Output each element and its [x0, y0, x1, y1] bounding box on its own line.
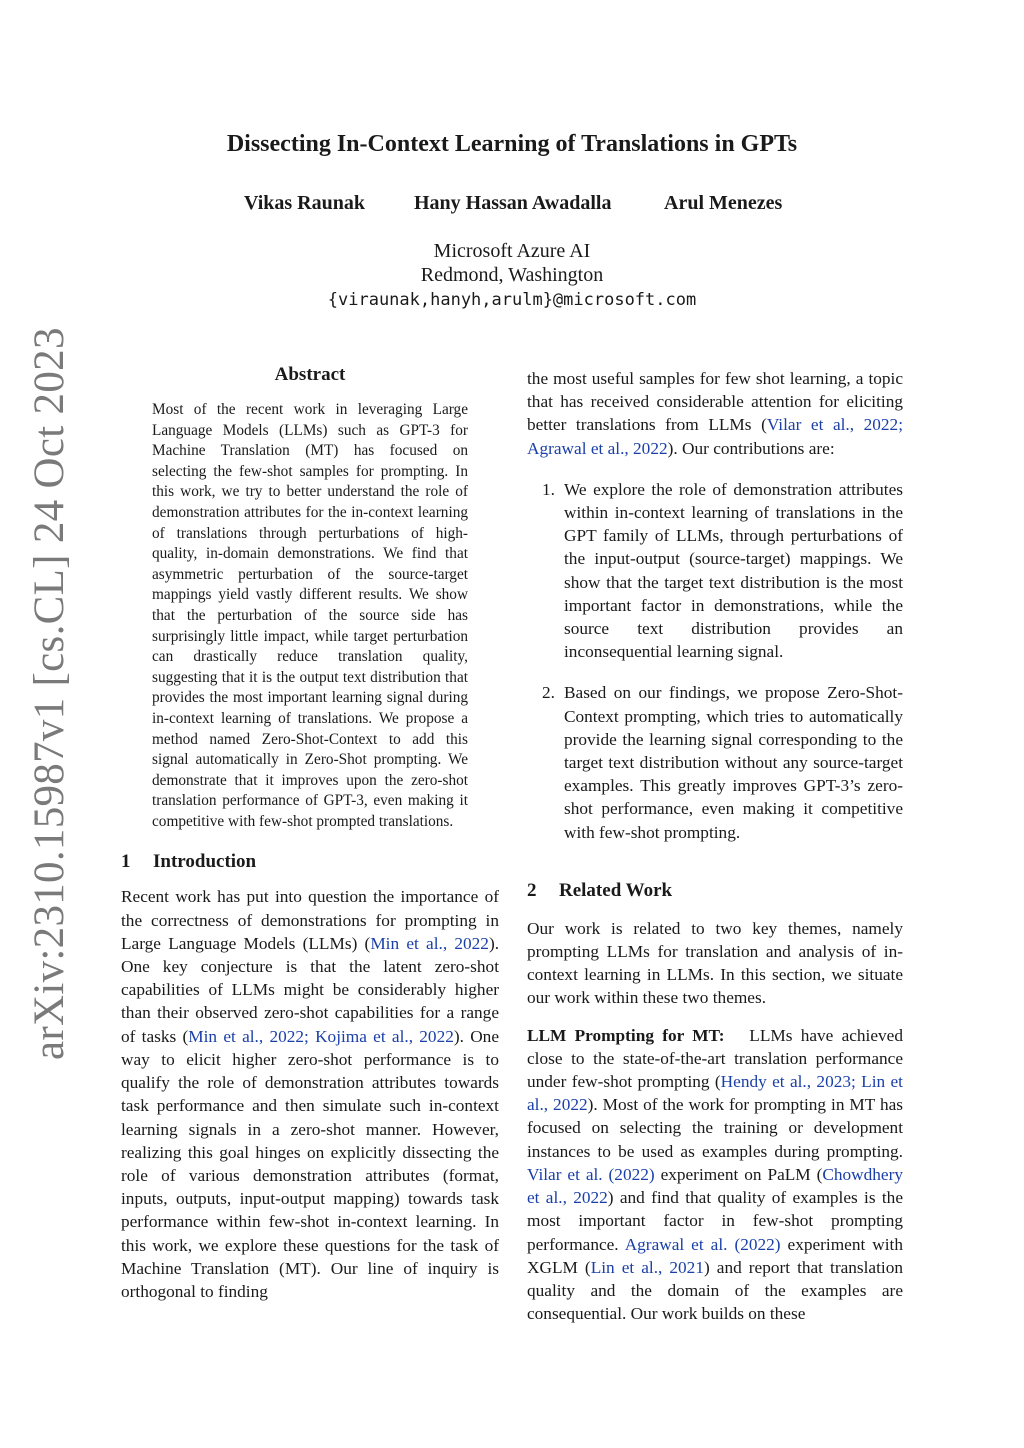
citation-link[interactable]: Min et al., 2022	[370, 933, 489, 953]
arxiv-identifier-stamp: arXiv:2310.15987v1 [cs.CL] 24 Oct 2023	[26, 327, 73, 1060]
section-title: Introduction	[153, 851, 257, 873]
text-run: ). Our contributions are:	[667, 438, 835, 458]
introduction-paragraph	[121, 885, 499, 1303]
citation-link[interactable]: Lin et al., 2021	[590, 1257, 704, 1277]
author-list	[0, 192, 1024, 222]
related-work-paragraph: Our work is related to two key themes, namely prompting LLMs for translation and analysis of in-context learning in LLMs. In this section, we situate our work within these two themes.	[527, 918, 903, 1008]
intro-continuation-paragraph	[527, 367, 903, 460]
contributions-list	[527, 478, 903, 844]
text-run: the most useful samples for few shot learning, a topic that has received considerable attention for eliciting better translations from LLMs (	[527, 369, 903, 435]
paper-title: Dissecting In-Context Learning of Translations in GPTs	[226, 131, 798, 157]
section-heading-related-work	[527, 880, 903, 902]
left-column	[121, 364, 499, 1303]
abstract-heading: Abstract	[274, 364, 346, 385]
citation-link[interactable]: Agrawal et al. (2022)	[624, 1234, 781, 1254]
section-number: 1	[121, 851, 131, 873]
llm-prompting-paragraph	[527, 1024, 903, 1326]
section-number: 2	[527, 879, 537, 901]
text-run: Recent work has put into question the importance of the correctness of demonstrations for prompting in Large Language Models (LLMs) (	[121, 887, 499, 953]
affiliation-location: Redmond, Washington	[420, 264, 604, 286]
text-run: LLMs have achieved close to the state-of-the-art translation performance under few-shot prompting (	[527, 1025, 903, 1092]
paragraph-heading: LLM Prompting for MT:	[527, 1025, 725, 1045]
abstract-text: Most of the recent work in leveraging Large Language Models (LLMs) such as GPT-3 for Machine Translation (MT) has focused on selecting the few-shot samples for prompting. In this work, we try to better understand the role of demonstration attributes for the in-context learning of translations through perturbations of high-quality, in-domain demonstrations. We find that asymmetric perturbation of the source-target mappings yield vastly different results. We show that the perturbation of the source side has surprisingly little impact, while target perturbation can drastically reduce translation quality, suggesting that it is the output text distribution that provides the most important learning signal during in-context learning of translations. We propose a method named Zero-Shot-Context to add this signal automatically in Zero-Shot prompting. We demonstrate that it improves upon the zero-shot translation performance of GPT-3, even making it competitive with few-shot prompted translations.	[152, 401, 468, 830]
text-run: ). One way to elicit higher zero-shot performance is to qualify the role of demonstration attributes towards task performance and then simulate such in-context learning signals in a zero-shot manner. However, realizing this goal hinges on explicitly dissecting the role of various demonstration attributes (format, inputs, outputs, input-output mapping) towards task performance within few-shot in-context learning. In this work, we explore these questions for the task of Machine Translation (MT). Our line of inquiry is orthogonal to finding	[121, 1026, 499, 1301]
citation-link[interactable]: Vilar et al., 2022; Agrawal et al., 2022	[527, 415, 903, 458]
contribution-item	[527, 681, 903, 843]
contribution-text: We explore the role of demonstration attributes within in-context learning of translations in the GPT family of LLMs, through perturbations of the input-output (source-target) mappings. We show that the target text distribution is the most important factor in demonstrations, while the source text distribution provides an inconsequential learning signal.	[564, 479, 903, 662]
citation-link[interactable]: Hendy et al., 2023; Lin et al., 2022	[527, 1072, 903, 1115]
text-run: ) and find that quality of examples is the most important factor in few-shot prompting performance.	[527, 1188, 903, 1254]
text-run: ). Most of the work for prompting in MT has focused on selecting the training or development instances to be used as examples during prompting.	[527, 1095, 903, 1161]
text-run: experiment with XGLM (	[527, 1234, 903, 1277]
list-marker: 1.	[542, 479, 555, 499]
text-run: ). One key conjecture is that the latent zero-shot capabilities of LLMs might be considerably higher than their observed zero-shot capabilities for a range of tasks (	[121, 933, 500, 1046]
affiliation-email: {viraunak,hanyh,arulm}@microsoft.com	[327, 290, 697, 310]
author-name: Arul Menezes	[664, 192, 783, 214]
citation-link[interactable]: Min et al., 2022; Kojima et al., 2022	[188, 1026, 454, 1046]
text-run: ) and report that translation quality and the domain of the examples are consequential. Our work builds on these	[527, 1257, 903, 1324]
contribution-item	[527, 478, 903, 664]
affiliation-org: Microsoft Azure AI	[433, 240, 591, 262]
right-column	[527, 367, 903, 1325]
author-name: Vikas Raunak	[244, 192, 365, 214]
contribution-text: Based on our findings, we propose Zero-Shot-Context prompting, which tries to automatically provide the learning signal corresponding to the target text distribution without any source-target examples. This greatly improves GPT-3’s zero-shot performance, even making it competitive with few-shot prompting.	[564, 683, 903, 842]
text-run: experiment on PaLM (	[654, 1164, 823, 1184]
section-title: Related Work	[559, 879, 673, 901]
citation-link[interactable]: Vilar et al. (2022)	[527, 1164, 655, 1184]
author-name: Hany Hassan Awadalla	[414, 192, 612, 214]
citation-link[interactable]: Chowdhery et al., 2022	[527, 1164, 903, 1208]
list-marker: 2.	[542, 683, 555, 703]
section-heading-introduction	[121, 851, 499, 873]
heading-gap	[725, 1026, 750, 1045]
